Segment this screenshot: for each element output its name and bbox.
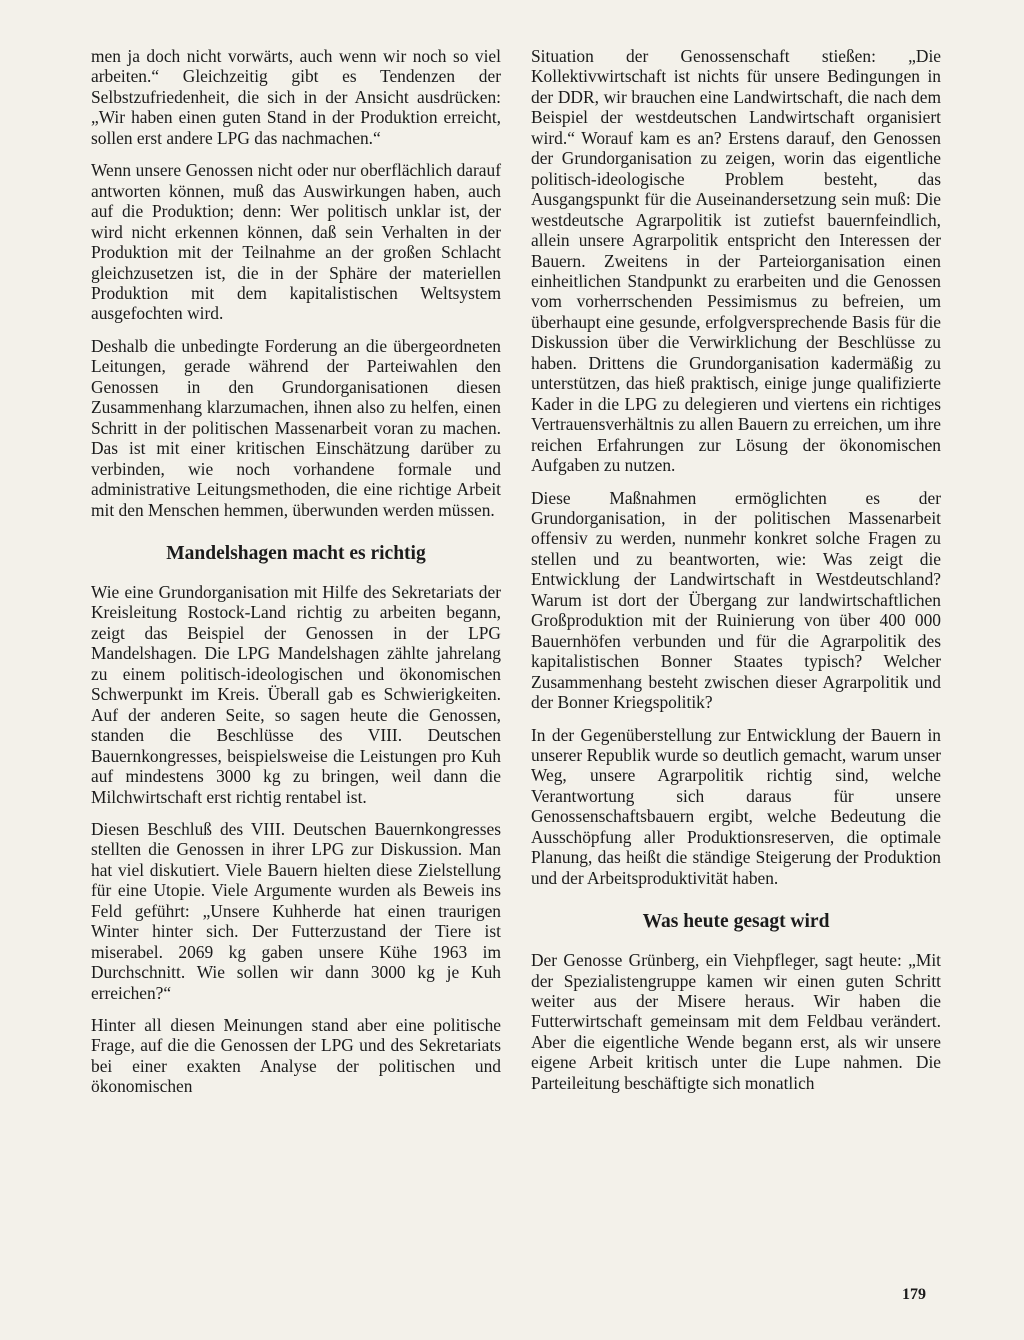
section-heading: Mandelshagen macht es richtig — [166, 542, 426, 564]
paragraph: men ja doch nicht vorwärts, auch wenn wir noch so viel arbeiten.“ Gleichzeitig gibt es Tendenzen der Selbstzufriedenheit, die sich in der Ansicht ausdrücken: „Wir haben einen guten Stand in der Produktion erreicht, sollen erst andere LPG das nachmachen.“ — [91, 46, 501, 148]
paragraph: Situation der Genossenschaft stießen: „Die Kollektivwirtschaft ist nichts für unsere Bedingungen in der DDR, wir brauchen eine Landwirtschaft, die nach dem Beispiel der westdeutschen Landwirtschaft organisiert wird.“ Worauf kam es an? Erstens darauf, den Genossen der Grundorganisation zu zeigen, worin das eigentliche politisch-ideologische Problem besteht, das Ausgangspunkt für die Auseinandersetzung sein muß: Die westdeutsche Agrarpolitik ist zutiefst bauernfeindlich, allein unsere Agrarpolitik entspricht den Interessen der Bauern. Zweitens in der Parteiorganisation einen einheitlichen Standpunkt zu erarbeiten und die Genossen vom vorherrschenden Pessimismus zu befreien, um überhaupt eine gesunde, erfolgversprechende Basis für die Diskussion über die Verwirklichung der Beschlüsse zu haben. Drittens die Grundorganisation kadermäßig zu unterstützen, das hieß praktisch, einige junge qualifizierte Kader in die LPG zu delegieren und viertens ein richtiges Vertrauensverhältnis zu allen Bauern zu erreichen, um ihre reichen Erfahrungen zur Lösung der ökonomischen Aufgaben zu nutzen. — [531, 46, 941, 476]
page-number: 179 — [902, 1286, 926, 1303]
section-heading: Was heute gesagt wird — [642, 911, 830, 933]
paragraph: In der Gegenüberstellung zur Entwicklung der Bauern in unserer Republik wurde so deutlich gemacht, warum unser Weg, unsere Agrarpolitik richtig sind, welche Verantwortung sich daraus für unsere Genossenschaftsbauern ergibt, welche Bedeutung die Ausschöpfung aller Produktionsreserven, die optimale Planung, das heißt die ständige Steigerung der Produktion und der Arbeitsproduktivität haben. — [531, 724, 941, 888]
paragraph: Deshalb die unbedingte Forderung an die übergeordneten Leitungen, gerade während der Parteiwahlen den Genossen in den Grundorganisationen diesen Zusammenhang klarzumachen, ihnen also zu helfen, einen Schritt in der politischen Massenarbeit voran zu machen. Das ist mit einer kritischen Einschätzung darüber zu verbinden, wie noch vorhandene formale und administrative Leitungsmethoden, die eine richtige Arbeit mit den Menschen hemmen, überwunden werden müssen. — [91, 335, 501, 520]
paragraph: Diesen Beschluß des VIII. Deutschen Bauernkongresses stellten die Genossen in ihrer LPG zur Diskussion. Man hat viel diskutiert. Viele Bauern hielten diese Zielstellung für eine Utopie. Viele Argumente wurden als Beweis ins Feld geführt: „Unsere Kuhherde hat einen traurigen Winter hinter sich. Der Futterzustand der Tiere ist miserabel. 2069 kg gaben unsere Kühe 1963 im Durchschnitt. Wie sollen wir dann 3000 kg je Kuh erreichen?“ — [91, 818, 501, 1003]
paragraph: Diese Maßnahmen ermöglichten es der Grundorganisation, in der politischen Massenarbeit offensiv zu werden, nunmehr konkret solche Fragen zu stellen und zu beantworten, wie: Was zeigt die Entwicklung der Landwirtschaft in Westdeutschland? Warum ist dort der Übergang zur landwirtschaftlichen Großproduktion mit der Ruinierung von über 400 000 Bauernhöfen verbunden und für die Agrarpolitik des kapitalistischen Bonner Staates typisch? Welcher Zusammenhang besteht zwischen dieser Agrarpolitik und der Bonner Kriegspolitik? — [531, 487, 941, 713]
paragraph: Der Genosse Grünberg, ein Viehpfleger, sagt heute: „Mit der Spezialistengruppe kamen wir einen guten Schritt weiter aus der Misere heraus. Wir haben die Futterwirtschaft gemeinsam mit dem Feldbau verändert. Aber die eigentliche Wende begann erst, als wir unsere eigene Arbeit kritisch unter die Lupe nahmen. Die Parteileitung beschäftigte sich monatlich — [531, 950, 941, 1093]
paragraph: Wenn unsere Genossen nicht oder nur oberflächlich darauf antworten können, muß das Auswirkungen haben, auch auf die Produktion; denn: Wer politisch unklar ist, der wird nicht erkennen können, daß sein Verhalten in der Produktion mit der Teilnahme an der großen Schlacht gleichzusetzen ist, die in der Sphäre der materiellen Produktion mit dem kapitalistischen Weltsystem ausgefochten wird. — [91, 160, 501, 324]
paragraph: Wie eine Grundorganisation mit Hilfe des Sekretariats der Kreisleitung Rostock-Land richtig zu arbeiten begann, zeigt das Beispiel der Genossen in der LPG Mandelshagen. Die LPG Mandelshagen zählte jahrelang zu einem politisch-ideologischen und ökonomischen Schwerpunkt im Kreis. Überall gab es Schwierigkeiten. Auf der anderen Seite, so sagen heute die Genossen, standen die Beschlüsse des VIII. Deutschen Bauernkongresses, beispielsweise die Leistungen pro Kuh auf mindestens 3000 kg zu bringen, weil dann die Milchwirtschaft erst richtig rentabel ist. — [91, 581, 501, 807]
left-column — [91, 46, 501, 1109]
paragraph: Hinter all diesen Meinungen stand aber eine politische Frage, auf die die Genossen der LPG und des Sekretariats bei einer exakten Analyse der politischen und ökonomischen — [91, 1015, 501, 1097]
right-column — [531, 46, 941, 1105]
